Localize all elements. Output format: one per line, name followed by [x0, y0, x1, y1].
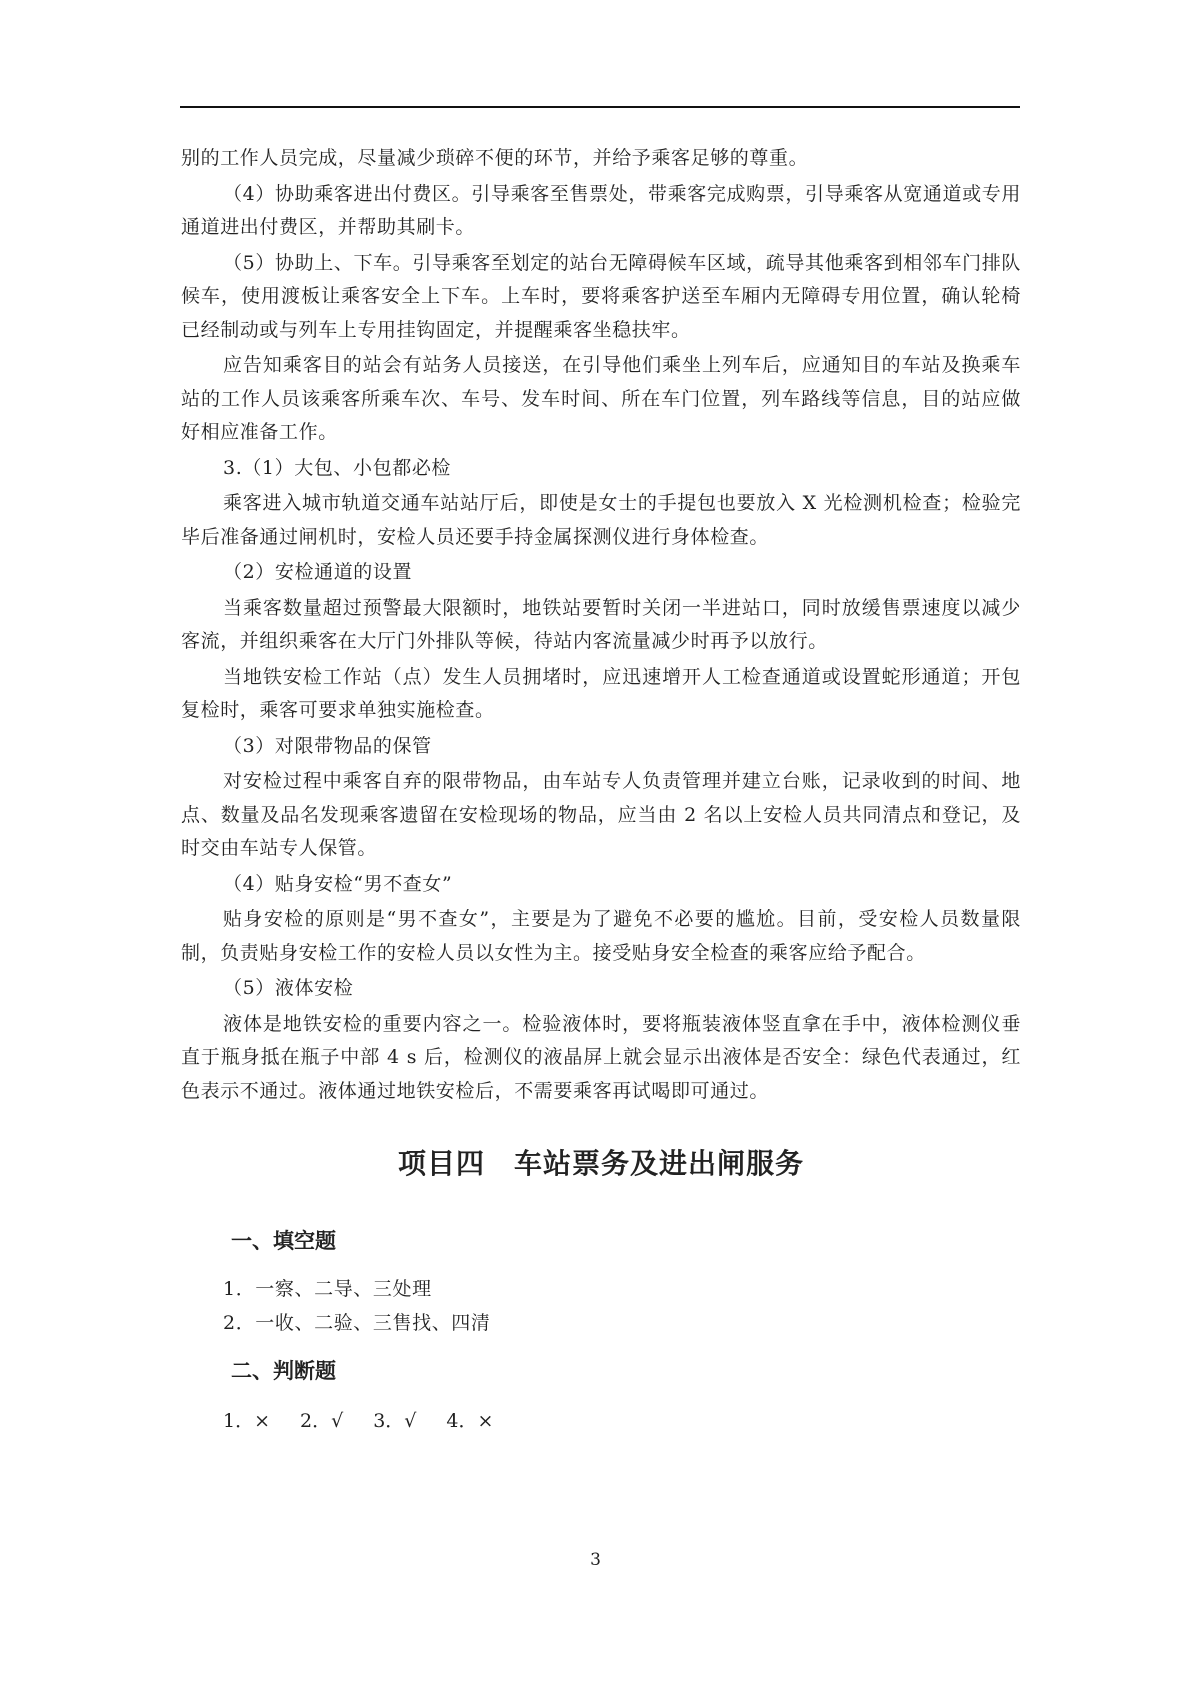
section-heading-fill-blank: 一、填空题	[231, 1229, 336, 1253]
true-false-answer-1: 1．×	[223, 1410, 271, 1432]
paragraph-14: （5）液体安检	[223, 977, 354, 999]
paragraph-1: 别的工作人员完成，尽量减少琐碎不便的环节，并给予乘客足够的尊重。	[181, 147, 809, 169]
paragraph-7: （2）安检通道的设置	[223, 561, 413, 583]
paragraph-2: （4）协助乘客进出付费区。引导乘客至售票处，带乘客完成购票，引导乘客从宽通道或专用通道进出付费区，并帮助其刷卡。	[181, 182, 1021, 238]
paragraph-4: 应告知乘客目的站会有站务人员接送，在引导他们乘坐上列车后，应通知目的车站及换乘车站的工作人员该乘客所乘车次、车号、发车时间、所在车门位置，列车路线等信息，目的站应做好相应准备工作。	[181, 354, 1021, 443]
true-false-answers	[181, 1406, 1021, 1436]
true-false-answer-2: 2．√	[300, 1410, 344, 1432]
paragraph-8: 当乘客数量超过预警最大限额时，地铁站要暂时关闭一半进站口，同时放缓售票速度以减少客流，并组织乘客在大厅门外排队等候，待站内客流量减少时再予以放行。	[181, 596, 1021, 652]
paragraph-11: 对安检过程中乘客自弃的限带物品，由车站专人负责管理并建立台账，记录收到的时间、地点、数量及品名发现乘客遗留在安检现场的物品，应当由 2 名以上安检人员共同清点和登记，及时交由车站专人保管。	[181, 770, 1021, 859]
paragraph-15: 液体是地铁安检的重要内容之一。检验液体时，要将瓶装液体竖直拿在手中，液体检测仪垂直于瓶身抵在瓶子中部 4 s 后，检测仪的液晶屏上就会显示出液体是否安全：绿色代表通过，红色表示不通过。液体通过地铁安检后，不需要乘客再试喝即可通过。	[181, 1012, 1021, 1102]
fill-blank-answer-1: 1．一察、二导、三处理	[223, 1278, 432, 1300]
true-false-answer-3: 3．√	[373, 1410, 417, 1432]
paragraph-10: （3）对限带物品的保管	[223, 734, 432, 757]
paragraph-9: 当地铁安检工作站（点）发生人员拥堵时，应迅速增开人工检查通道或设置蛇形通道；开包复检时，乘客可要求单独实施检查。	[181, 665, 1021, 721]
paragraph-13: 贴身安检的原则是“男不查女”，主要是为了避免不必要的尴尬。目前，受安检人员数量限制，负责贴身安检工作的安检人员以女性为主。接受贴身安全检查的乘客应给予配合。	[181, 908, 1021, 964]
paragraph-12: （4）贴身安检“男不查女”	[223, 872, 453, 895]
true-false-answer-4: 4．×	[446, 1410, 494, 1432]
paragraph-6: 乘客进入城市轨道交通车站站厅后，即使是女士的手提包也要放入 X 光检测机检查；检验完毕后准备通过闸机时，安检人员还要手持金属探测仪进行身体检查。	[181, 492, 1021, 548]
fill-blank-answer-2: 2．一收、二验、三售找、四清	[223, 1312, 491, 1334]
page-content	[181, 142, 1021, 1436]
section-heading-true-false: 二、判断题	[231, 1359, 336, 1383]
paragraph-3: （5）协助上、下车。引导乘客至划定的站台无障碍候车区域，疏导其他乘客到相邻车门排队候车，使用渡板让乘客安全上下车。上车时，要将乘客护送至车厢内无障碍专用位置，确认轮椅已经制动或与列车上专用挂钩固定，并提醒乘客坐稳扶牢。	[181, 251, 1021, 341]
paragraph-5: 3.（1）大包、小包都必检	[223, 456, 452, 479]
header-rule	[180, 106, 1020, 108]
project-title: 项目四 车站票务及进出闸服务	[397, 1147, 804, 1180]
page-number: 3	[590, 1550, 601, 1570]
